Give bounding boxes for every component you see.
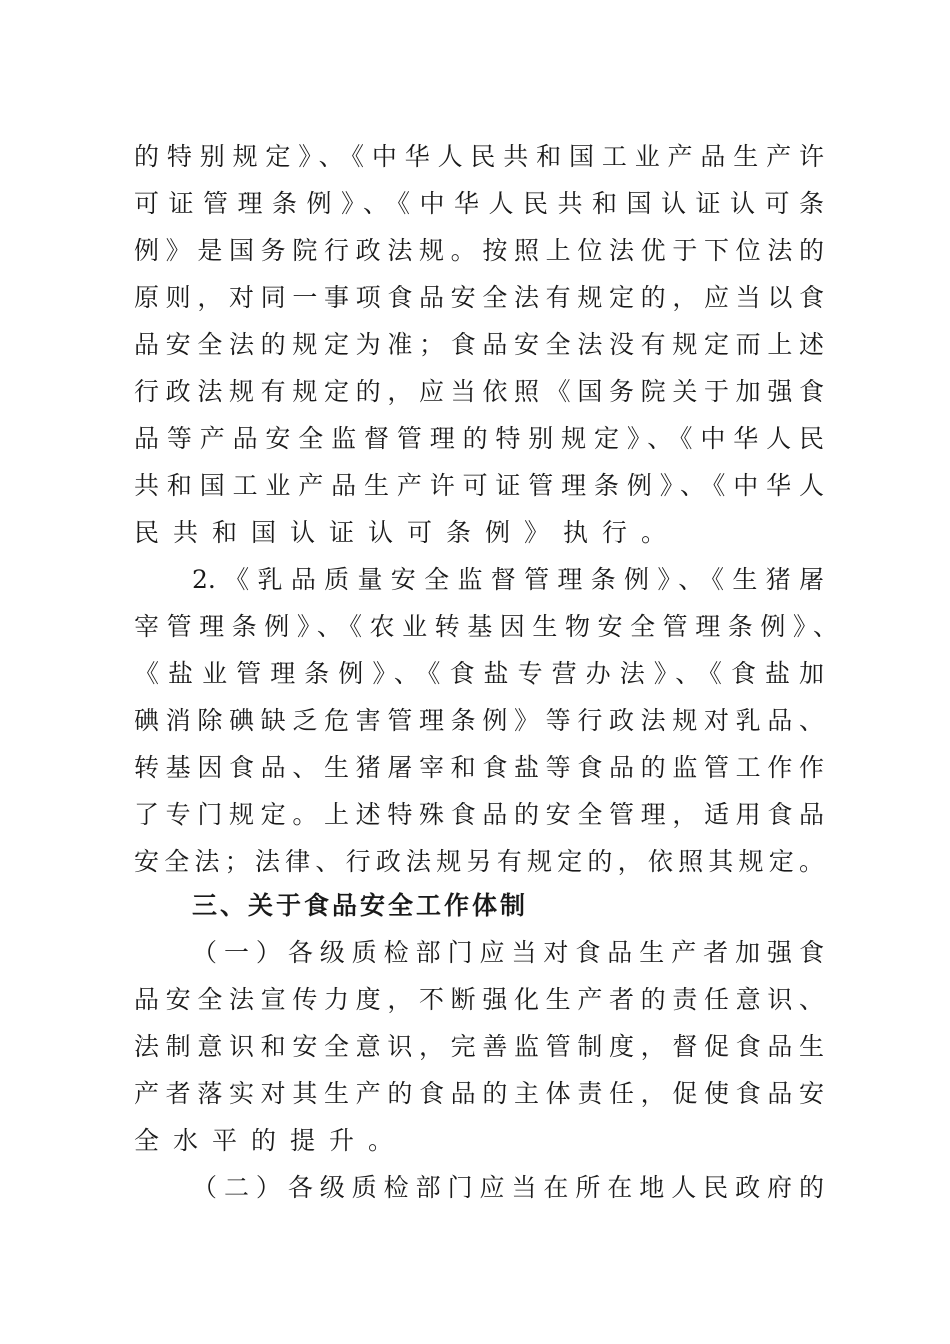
text-line: 例》是国务院行政法规。按照上位法优于下位法的 xyxy=(134,236,824,265)
text-line: 产者落实对其生产的食品的主体责任，促使食品安 xyxy=(134,1079,824,1108)
text-line: 宰管理条例》、《农业转基因生物安全管理条例》、 xyxy=(134,612,838,641)
text-line: 《盐业管理条例》、《食盐专营办法》、《食盐加 xyxy=(134,659,824,688)
text-line: 共和国工业产品生产许可证管理条例》、《中华人 xyxy=(134,471,824,500)
section-heading: 三、关于食品安全工作体制 xyxy=(192,891,529,920)
text-line: 可证管理条例》、《中华人民共和国认证认可条 xyxy=(134,189,824,218)
text-line: 原则，对同一事项食品安全法有规定的，应当以食 xyxy=(134,283,824,312)
text-line: 全水平的提升。 xyxy=(134,1126,408,1155)
text-line: 法制意识和安全意识，完善监管制度，督促食品生 xyxy=(134,1032,824,1061)
text-line: （一）各级质检部门应当对食品生产者加强食 xyxy=(192,938,824,967)
text-line: 碘消除碘缺乏危害管理条例》等行政法规对乳品、 xyxy=(134,706,824,735)
text-line: 品安全法的规定为准；食品安全法没有规定而上述 xyxy=(134,330,824,359)
text-line: （二）各级质检部门应当在所在地人民政府的 xyxy=(192,1173,824,1202)
text-line: 行政法规有规定的，应当依照《国务院关于加强食 xyxy=(134,377,824,406)
text-line: 了专门规定。上述特殊食品的安全管理，适用食品 xyxy=(134,800,824,829)
text-line: 2.《乳品质量安全监督管理条例》、《生猪屠 xyxy=(192,565,824,594)
text-line: 安全法；法律、行政法规另有规定的，依照其规定。 xyxy=(134,847,824,876)
text-line: 品安全法宣传力度，不断强化生产者的责任意识、 xyxy=(134,985,824,1014)
text-line: 转基因食品、生猪屠宰和食盐等食品的监管工作作 xyxy=(134,753,824,782)
text-line: 民共和国认证认可条例》执行。 xyxy=(134,518,681,547)
text-line: 品等产品安全监督管理的特别规定》、《中华人民 xyxy=(134,424,824,453)
text-line: 的特别规定》、《中华人民共和国工业产品生产许 xyxy=(134,142,824,171)
